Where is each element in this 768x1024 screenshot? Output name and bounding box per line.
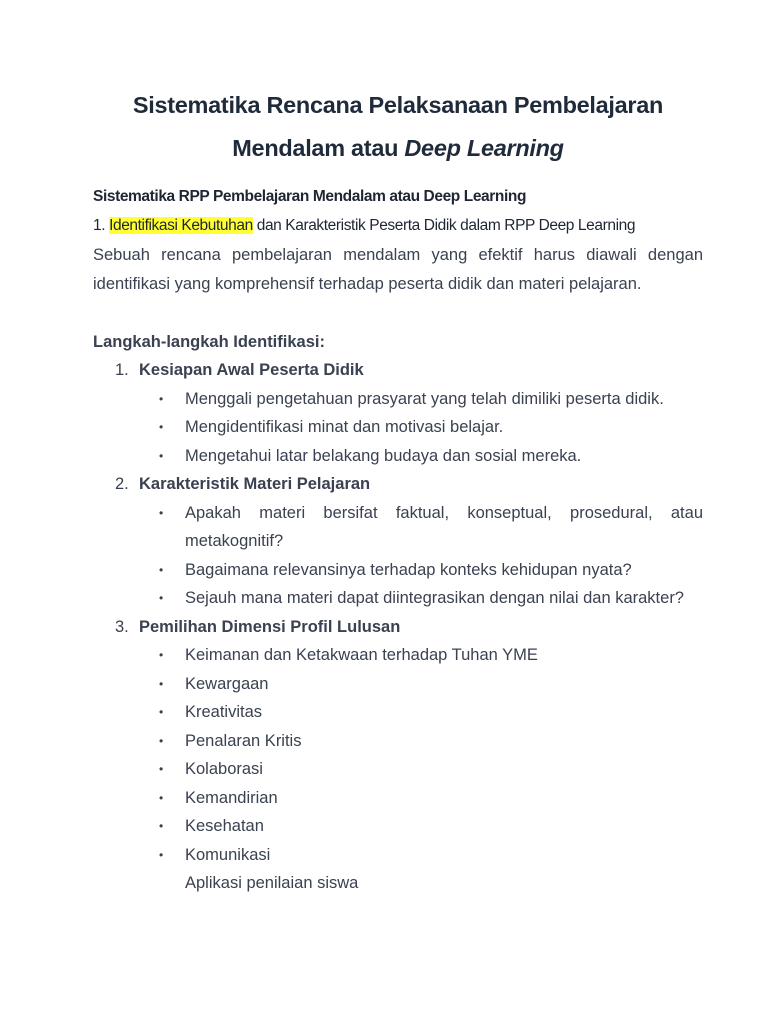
list-item-text: Penalaran Kritis <box>185 731 302 750</box>
list-item <box>139 641 703 670</box>
bullet-list <box>139 499 703 613</box>
list-item <box>139 698 703 727</box>
section-subtitle: Sistematika RPP Pembelajaran Mendalam atau Deep Learning <box>93 188 527 205</box>
title-line-1: Sistematika Rencana Pelaksanaan Pembelajaran <box>132 92 664 118</box>
title-line-2-prefix: Mendalam atau <box>232 135 405 161</box>
step-number: 2. <box>115 475 129 493</box>
bullet-icon: • <box>159 762 164 776</box>
list-item-text: Kemandirian <box>185 788 278 807</box>
list-item <box>139 841 703 870</box>
bullet-icon: • <box>159 420 164 434</box>
list-item-text: Mengidentifikasi minat dan motivasi belajar. <box>185 418 504 436</box>
step-title: Pemilihan Dimensi Profil Lulusan <box>139 617 401 636</box>
title-line-2-italic: Deep Learning <box>404 135 564 161</box>
list-item <box>139 385 703 414</box>
item-number: 1. <box>93 217 106 234</box>
bullet-list <box>139 385 703 471</box>
list-item-text: Keimanan dan Ketakwaan terhadap Tuhan YME <box>185 646 538 664</box>
bullet-icon: • <box>159 819 164 833</box>
intro-paragraph: Sebuah rencana pembelajaran mendalam yang efektif harus diawali dengan identifikasi yang komprehensif terhadap peserta didik dan materi pelajaran. <box>93 246 703 293</box>
step-number: 3. <box>115 617 129 636</box>
list-item-text: Apakah materi bersifat faktual, konseptual, prosedural, atau metakognitif? <box>185 503 703 550</box>
step-item <box>93 470 703 613</box>
list-item <box>139 413 703 442</box>
highlighted-text: Identifikasi Kebutuhan <box>109 217 253 234</box>
step-item <box>93 356 703 470</box>
list-item-text: Kolaborasi <box>185 760 263 778</box>
bullet-icon: • <box>159 847 164 862</box>
steps-list <box>93 356 703 898</box>
list-item-text: Kewargaan <box>185 674 269 693</box>
bullet-icon: • <box>159 505 164 520</box>
numbered-item-heading <box>93 216 703 236</box>
list-item-text: Kesehatan <box>185 817 264 835</box>
step-title: Kesiapan Awal Peserta Didik <box>139 361 364 379</box>
item-heading-rest: dan Karakteristik Peserta Didik dalam RPP Deep Learning <box>256 217 636 234</box>
bullet-icon: • <box>159 676 164 691</box>
list-item <box>139 670 703 699</box>
bullet-icon: • <box>159 391 164 406</box>
list-item-text: Menggali pengetahuan prasyarat yang telah dimiliki peserta didik. <box>185 389 664 408</box>
trailing-line: Aplikasi penilaian siswa <box>185 874 359 892</box>
list-item-text: Mengetahui latar belakang budaya dan sosial mereka. <box>185 446 582 465</box>
list-item <box>139 556 703 585</box>
bullet-icon: • <box>159 790 164 805</box>
step-title: Karakteristik Materi Pelajaran <box>139 475 371 493</box>
list-item <box>139 727 703 756</box>
list-item-text: Kreativitas <box>185 703 263 721</box>
bullet-icon: • <box>159 705 164 719</box>
bullet-icon: • <box>159 648 164 662</box>
document-title <box>93 84 703 170</box>
list-item <box>139 584 703 613</box>
bullet-icon: • <box>159 448 164 463</box>
list-item <box>139 812 703 841</box>
bullet-icon: • <box>159 562 164 577</box>
list-item <box>139 755 703 784</box>
bullet-icon: • <box>159 733 164 748</box>
list-item <box>139 442 703 471</box>
list-item-text: Sejauh mana materi dapat diintegrasikan dengan nilai dan karakter? <box>185 589 684 607</box>
list-item-text: Komunikasi <box>185 845 271 864</box>
step-item <box>93 613 703 898</box>
list-item-text: Bagaimana relevansinya terhadap konteks kehidupan nyata? <box>185 560 632 579</box>
bullet-icon: • <box>159 591 164 605</box>
bullet-list <box>139 641 703 869</box>
list-item <box>139 499 703 556</box>
document-page <box>93 84 703 898</box>
steps-heading: Langkah-langkah Identifikasi: <box>93 333 325 351</box>
step-number: 1. <box>115 361 129 379</box>
list-item <box>139 784 703 813</box>
